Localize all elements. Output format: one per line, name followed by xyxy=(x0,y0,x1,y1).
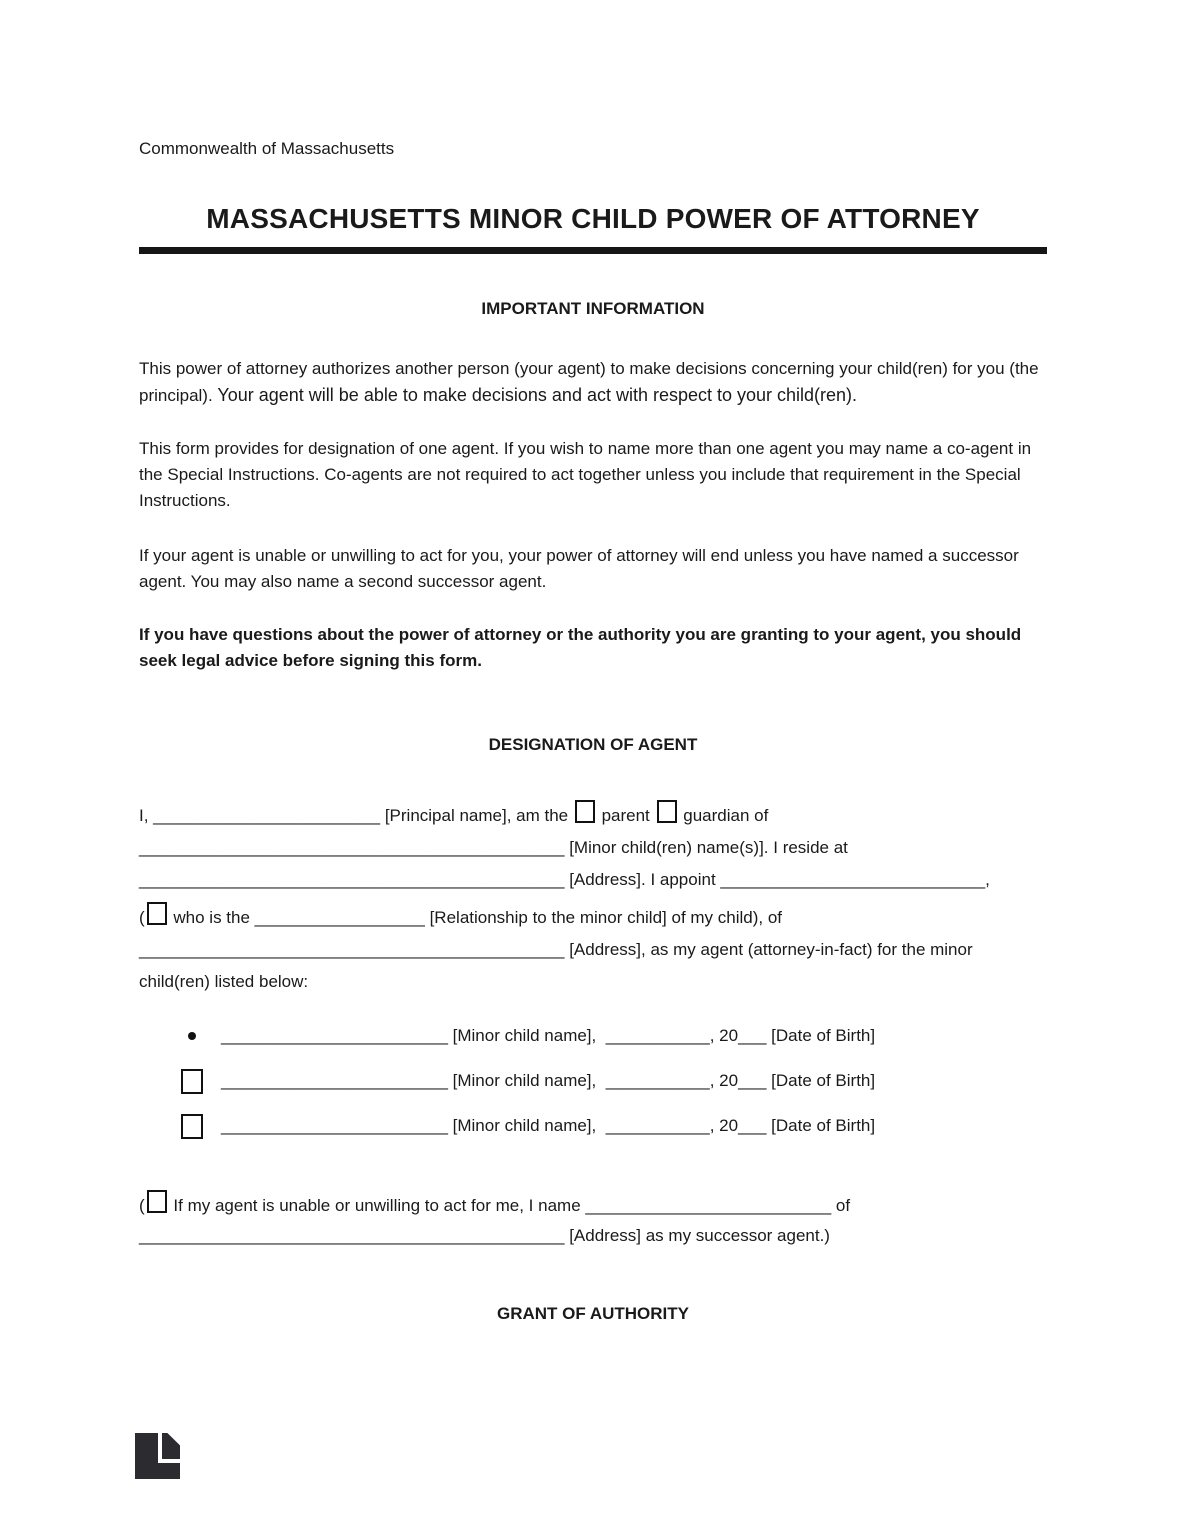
paragraph-one-agent: This form provides for designation of one agent. If you wish to name more than one agent you may name a co-agent in the Special Instructions. Co-agents are not required to act together unless you include that requirement in the Special Instructions. xyxy=(139,439,1032,510)
child-row-2-marker xyxy=(181,1069,203,1094)
child-row-1-marker xyxy=(181,1032,203,1040)
paragraph-authorization-run2: Your agent will be able to make decisions and act with respect to your child(ren). xyxy=(212,385,858,405)
relationship-label: [Relationship to the minor child] of my child), of xyxy=(424,908,783,927)
successor-clause-label: If my agent is unable or unwilling to act for me, I name xyxy=(168,1196,586,1215)
relationship-field[interactable]: __________________ xyxy=(254,908,425,927)
principal-intro-label: I, xyxy=(139,806,154,825)
bullet-icon xyxy=(188,1032,196,1040)
child-row-3-marker xyxy=(181,1114,203,1139)
minor-children-names-label: [Minor child(ren) name(s)]. I reside at xyxy=(564,838,848,857)
successor-agent-checkbox[interactable] xyxy=(147,1190,167,1213)
child-dob-label: [Date of Birth] xyxy=(766,1026,876,1045)
parent-checkbox[interactable] xyxy=(575,800,595,823)
child-row-2-text xyxy=(221,1071,875,1091)
title-rule xyxy=(139,247,1047,254)
grant-of-authority-heading: GRANT OF AUTHORITY xyxy=(496,1304,690,1323)
child-year-field[interactable]: ___ xyxy=(738,1026,767,1045)
designation-of-agent-heading: DESIGNATION OF AGENT xyxy=(488,735,698,754)
child-dob-field[interactable]: ___________ xyxy=(605,1026,710,1045)
successor-address-field[interactable]: _____________________________________________ xyxy=(139,1226,565,1245)
logo-gap-horizontal xyxy=(158,1459,180,1463)
child-row-1-text xyxy=(221,1026,875,1046)
child-name-label: [Minor child name], xyxy=(447,1116,606,1135)
child-year-field[interactable]: ___ xyxy=(738,1071,767,1090)
child-select-checkbox[interactable] xyxy=(181,1069,203,1094)
agent-address-field[interactable]: _____________________________________________ xyxy=(139,940,565,959)
parent-label: parent xyxy=(596,806,655,825)
principal-name-field[interactable]: ________________________ xyxy=(153,806,381,825)
guardian-label: guardian of xyxy=(678,806,769,825)
principal-address-field[interactable]: _____________________________________________ xyxy=(139,870,565,889)
agent-address-label: [Address], as my agent (attorney-in-fact) for the minor xyxy=(564,940,973,959)
agent-name-trailing-comma: , xyxy=(985,870,990,889)
child-year-label: , 20 xyxy=(709,1026,739,1045)
minor-children-list xyxy=(139,1024,1047,1138)
child-name-field[interactable]: ________________________ xyxy=(221,1026,448,1045)
child-row-3 xyxy=(181,1114,1047,1138)
designation-line-3 xyxy=(139,864,1047,896)
paragraph-legal-advice: If you have questions about the power of attorney or the authority you are granting to your agent, you should seek legal advice before signing this form. xyxy=(139,625,1022,670)
principal-name-label: [Principal name], am the xyxy=(380,806,573,825)
paragraph-successor-info: If your agent is unable or unwilling to act for you, your power of attorney will end unless you have named a successor agent. You may also name a second successor agent. xyxy=(139,546,1019,591)
jurisdiction-line: Commonwealth of Massachusetts xyxy=(139,139,395,158)
relationship-checkbox[interactable] xyxy=(147,902,167,925)
successor-name-field[interactable]: __________________________ xyxy=(585,1196,832,1215)
child-row-1 xyxy=(181,1024,1047,1048)
paragraph-authorization xyxy=(139,356,1047,409)
child-dob-field[interactable]: ___________ xyxy=(605,1071,710,1090)
logo-gap-vertical xyxy=(158,1433,162,1461)
child-row-3-text xyxy=(221,1116,875,1136)
child-year-field[interactable]: ___ xyxy=(738,1116,767,1135)
paragraph-authorization-run1: This power of attorney authorizes another person (your agent) to make decisions concerning your child(ren) for you (the principal). xyxy=(139,359,1039,405)
minor-children-names-field[interactable]: _____________________________________________ xyxy=(139,838,565,857)
child-name-field[interactable]: ________________________ xyxy=(221,1116,448,1135)
child-row-2 xyxy=(181,1069,1047,1093)
designation-line-6: child(ren) listed below: xyxy=(139,972,309,991)
legal-templates-logo-icon xyxy=(135,1433,180,1479)
principal-address-label: [Address]. I appoint xyxy=(564,870,721,889)
relationship-open-paren: ( xyxy=(139,908,145,927)
guardian-checkbox[interactable] xyxy=(657,800,677,823)
child-dob-field[interactable]: ___________ xyxy=(605,1116,710,1135)
successor-open-paren: ( xyxy=(139,1196,145,1215)
successor-of-label: of xyxy=(831,1196,851,1215)
successor-line-1 xyxy=(139,1190,1047,1221)
page-title: MASSACHUSETTS MINOR CHILD POWER OF ATTORNEY xyxy=(206,203,980,234)
child-dob-label: [Date of Birth] xyxy=(766,1071,876,1090)
successor-agent-block xyxy=(139,1190,1047,1251)
child-dob-label: [Date of Birth] xyxy=(766,1116,876,1135)
child-name-label: [Minor child name], xyxy=(447,1071,606,1090)
successor-address-label: [Address] as my successor agent.) xyxy=(564,1226,830,1245)
child-name-field[interactable]: ________________________ xyxy=(221,1071,448,1090)
who-is-the-label: who is the xyxy=(168,908,255,927)
child-year-label: , 20 xyxy=(709,1116,739,1135)
designation-line-1 xyxy=(139,800,1047,832)
designation-line-4 xyxy=(139,902,1047,934)
child-year-label: , 20 xyxy=(709,1071,739,1090)
child-name-label: [Minor child name], xyxy=(447,1026,606,1045)
designation-form-block xyxy=(139,800,1047,998)
designation-line-2 xyxy=(139,832,1047,864)
designation-line-5 xyxy=(139,934,1047,966)
successor-line-2 xyxy=(139,1221,1047,1251)
child-select-checkbox[interactable] xyxy=(181,1114,203,1139)
agent-name-field[interactable]: ____________________________ xyxy=(720,870,986,889)
important-information-heading: IMPORTANT INFORMATION xyxy=(481,299,705,318)
